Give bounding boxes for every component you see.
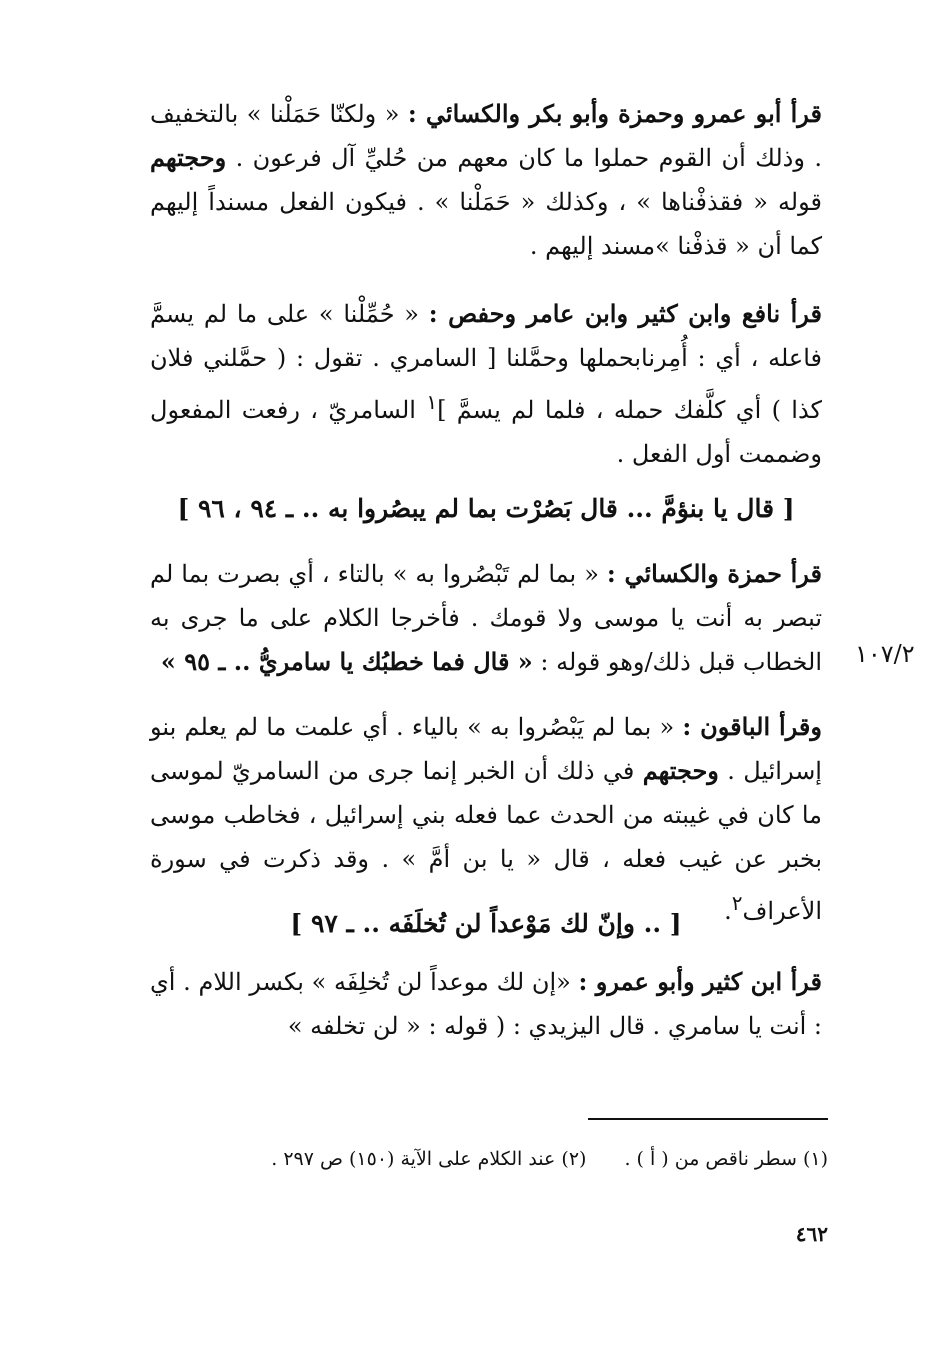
verse-heading-1: [ قال يا بنؤمَّ ... قال بَصُرْت بما لم يبصُروا به .. ـ ٩٤ ، ٩٦ ]	[177, 494, 795, 523]
footnote-divider	[588, 1118, 828, 1120]
paragraph-5	[150, 960, 822, 1048]
manuscript-folio-note: ١٠٧/٢	[855, 640, 915, 668]
paragraph-2	[150, 292, 822, 476]
paragraph-1-text-2: قوله « فقذفْناها » ، وكذلك « حَمَلْنا » . فيكون الفعل مسنداً إليهم كما أن « قذفْنا »مسند إليهم .	[150, 188, 822, 260]
paragraph-1-bold: وحجتهم	[150, 143, 227, 172]
paragraph-4-lead: وقرأ الباقون :	[682, 712, 822, 741]
paragraph-4-text-2: في ذلك أن الخبر إنما جرى من السامريّ لموسى ما كان في غيبته من الحدث عما فعله بني إسرائيل ، فخاطب موسى بخبر عن غيب فعله ، قال « يا بن أمَّ » . وقد ذكرت في سورة الأعراف	[150, 757, 822, 925]
page-number: ٤٦٢	[795, 1222, 828, 1246]
paragraph-1-text: « ولكنّا حَمَلْنا » بالتخفيف . وذلك أن القوم حملوا ما كان معهم من حُليِّ آل فرعون .	[150, 100, 822, 172]
paragraph-5-text: «إن لك موعداً لن تُخلِفَه » بكسر اللام . أي : أنت يا سامري . قال اليزيدي : ( قوله : « لن تخلفه »	[150, 968, 822, 1040]
paragraph-1-lead: قرأ أبو عمرو وحمزة وأبو بكر والكسائي :	[407, 99, 822, 128]
footnote-ref-1: ١	[426, 390, 438, 414]
footnotes	[271, 1148, 828, 1170]
paragraph-4-text-3: .	[724, 897, 732, 925]
paragraph-4-bold: وحجتهم	[642, 756, 719, 785]
paragraph-2-lead: قرأ نافع وابن كثير وابن عامر وحفص :	[428, 299, 823, 328]
footnote-2: (٢) عند الكلام على الآية (١٥٠) ص ٢٩٧ .	[271, 1148, 587, 1170]
footnote-1: (١) سطر ناقص من ( أ ) .	[624, 1148, 828, 1170]
paragraph-4	[150, 705, 822, 933]
paragraph-3-text: « بما لم تَبْصُروا به » بالتاء ، أي بصرت بما لم تبصر به أنت يا موسى ولا قومك . فأخرجا الكلام على ما جرى به الخطاب قبل ذلك/وهو قوله :	[150, 560, 822, 676]
paragraph-2-text-2: السامريّ ، رفعت المفعول وضممت أول الفعل .	[150, 396, 822, 468]
verse-heading-2: [ .. وإنّ لك مَوْعداً لن تُخلَفَه .. ـ ٩٧ ]	[290, 909, 682, 938]
paragraph-3-bold: « قال فما خطبُك يا سامريُّ .. ـ ٩٥ »	[160, 647, 533, 676]
paragraph-2-text: « حُمِّلْنا » على ما لم يسمَّ فاعله ، أي : أُمِرنابحملها وحمَّلنا [ السامري . تقول : ( حمَّلني فلان كذا ) أي كلَّفك حمله ، فلما لم يسمَّ ]	[150, 300, 822, 424]
paragraph-3	[150, 552, 822, 684]
paragraph-1	[150, 92, 822, 268]
paragraph-4-text: « بما لم يَبْصُروا به » بالياء . أي علمت ما لم يعلم بنو إسرائيل .	[150, 713, 822, 785]
footnote-ref-2: ٢	[731, 891, 743, 915]
paragraph-3-lead: قرأ حمزة والكسائي :	[606, 559, 822, 588]
paragraph-5-lead: قرأ ابن كثير وأبو عمرو :	[578, 967, 823, 996]
